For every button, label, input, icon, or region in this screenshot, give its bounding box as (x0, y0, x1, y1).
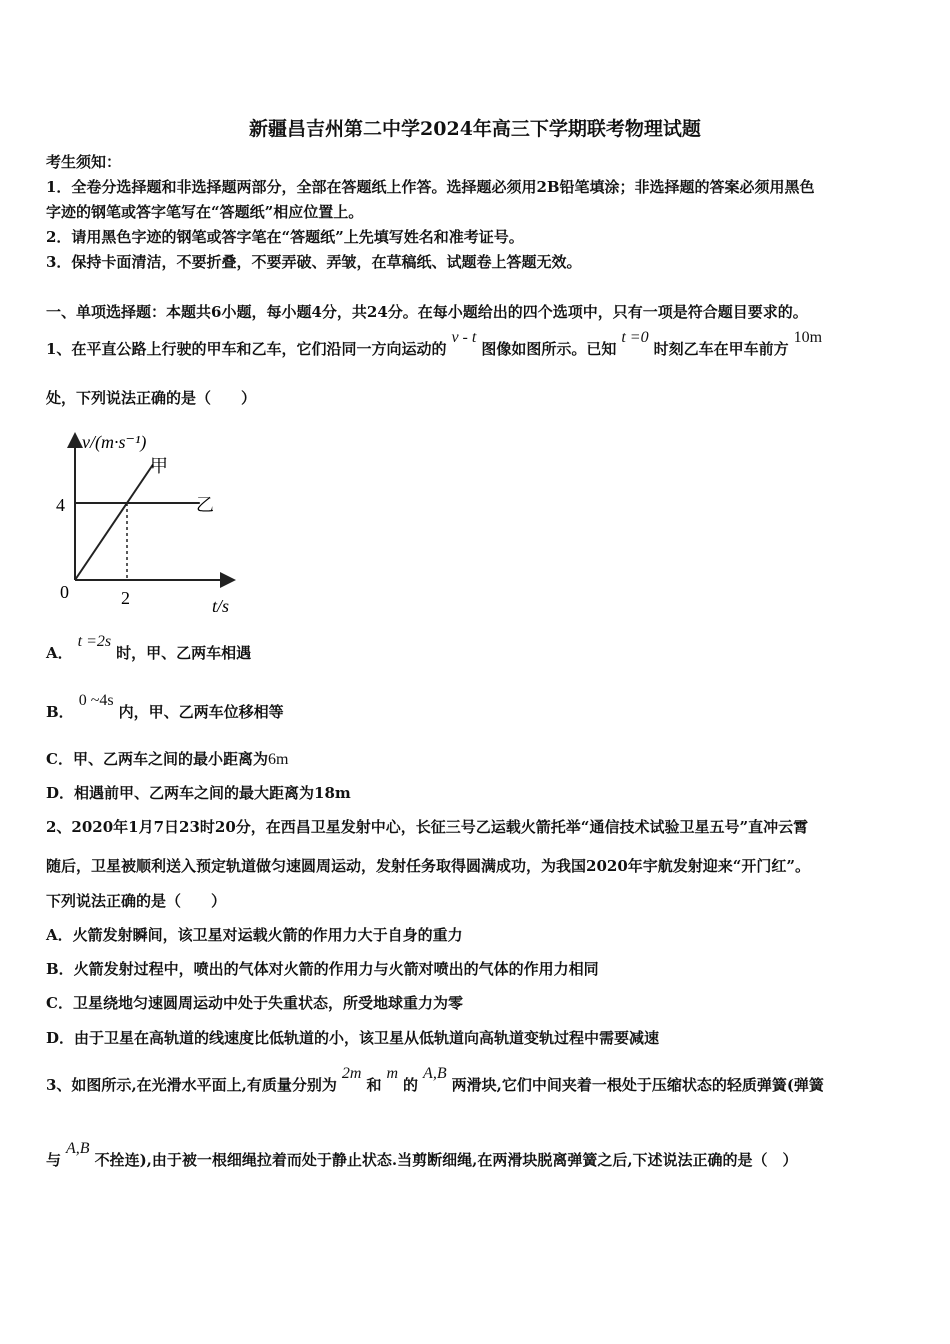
x-axis-label: t/s (212, 596, 230, 616)
q3-math-ab: A,B (423, 1065, 447, 1082)
option-math: 6m (267, 751, 289, 768)
notice-item: 1．全卷分选择题和非选择题两部分，全部在答题纸上作答。选择题必须用2B铅笔填涂；非选择题的答案必须用黑色 (46, 178, 815, 196)
series-label-jia: 甲 (150, 456, 168, 476)
y-tick-4: 4 (56, 495, 65, 515)
q2-option-b: B．火箭发射过程中，喷出的气体对火箭的作用力与火箭对喷出的气体的作用力相同 (46, 960, 599, 978)
q1-option-c (46, 749, 288, 770)
option-text: 时，甲、乙两车相遇 (116, 644, 252, 662)
series-label-yi: 乙 (196, 495, 214, 515)
q2-stem-line: 随后，卫星被顺利送入预定轨道做匀速圆周运动，发射任务取得圆满成功，为我国2020年宇航发射迎来“开门红”。 (46, 857, 811, 875)
q2-option-c: C．卫星绕地匀速圆周运动中处于失重状态，所受地球重力为零 (46, 994, 463, 1012)
q3-stem-b: 和 (366, 1076, 382, 1094)
option-math: 0 ~4s (78, 692, 114, 709)
q1-vt-graph (46, 420, 256, 620)
q3-math-ab-2: A,B (66, 1140, 90, 1157)
option-label: B． (46, 703, 74, 721)
q1-option-d: D．相遇前甲、乙两车之间的最大距离为18m (46, 784, 351, 802)
q3-stem-d: 两滑块,它们中间夹着一根处于压缩状态的轻质弹簧(弹簧 (451, 1076, 824, 1094)
q2-stem-line: 下列说法正确的是（ ） (46, 892, 227, 910)
q3-line2-a: 与 (46, 1151, 62, 1169)
notice-item: 字迹的钢笔或答字笔写在“答题纸”相应位置上。 (46, 203, 364, 221)
q3-math-m: m (386, 1065, 399, 1082)
q3-stem-a: 3、如图所示,在光滑水平面上,有质量分别为 (46, 1076, 337, 1094)
option-label: A． (46, 644, 73, 662)
origin-label: 0 (60, 582, 69, 602)
option-text: 内，甲、乙两车位移相等 (118, 703, 284, 721)
q1-math-10m: 10m (793, 329, 823, 346)
notice-item: 3．保持卡面清洁，不要折叠，不要弄破、弄皱，在草稿纸、试题卷上答题无效。 (46, 253, 582, 271)
q3-stem-c: 的 (403, 1076, 419, 1094)
q2-option-d: D．由于卫星在高轨道的线速度比低轨道的小，该卫星从低轨道向高轨道变轨过程中需要减速 (46, 1029, 660, 1047)
q2-stem-line: 2、2020年1月7日23时20分，在西昌卫星发射中心，长征三号乙运载火箭托举“通信技术试验卫星五号”直冲云霄 (46, 818, 809, 836)
q3-stem-line1 (46, 1065, 824, 1096)
q3-stem-line2 (46, 1140, 798, 1171)
notice-heading: 考生须知： (46, 153, 122, 171)
q2-option-a: A．火箭发射瞬间，该卫星对运载火箭的作用力大于自身的重力 (46, 926, 463, 944)
section-heading: 一、单项选择题：本题共6小题，每小题4分，共24分。在每小题给出的四个选项中，只有一项是符合题目要求的。 (46, 303, 808, 321)
q1-stem-c: 时刻乙车在甲车前方 (653, 340, 789, 358)
q1-stem-line1 (46, 329, 827, 360)
option-text: C．甲、乙两车之间的最小距离为 (46, 750, 268, 768)
q3-math-2m: 2m (341, 1065, 362, 1082)
option-math: t =2s (77, 633, 112, 650)
q1-math-t0: t =0 (621, 329, 649, 346)
x-tick-2: 2 (121, 588, 130, 608)
series-line-jia (75, 465, 153, 581)
q1-option-a (46, 633, 252, 664)
page-title: 新疆昌吉州第二中学2024年高三下学期联考物理试题 (249, 118, 701, 140)
q1-math-vt: v - t (451, 329, 477, 346)
q3-line2-b: 不拴连),由于被一根细绳拉着而处于静止状态.当剪断细绳,在两滑块脱离弹簧之后,下述说法正确的是（ ） (94, 1151, 798, 1169)
q1-stem-line2: 处，下列说法正确的是（ ） (46, 389, 257, 407)
q1-option-b (46, 692, 284, 723)
y-axis-label: v/(m·s⁻¹) (82, 432, 147, 452)
notice-item: 2．请用黑色字迹的钢笔或答字笔在“答题纸”上先填写姓名和准考证号。 (46, 228, 524, 246)
q1-stem-b: 图像如图所示。已知 (481, 340, 617, 358)
q1-stem-a: 1、在平直公路上行驶的甲车和乙车，它们沿同一方向运动的 (46, 340, 447, 358)
